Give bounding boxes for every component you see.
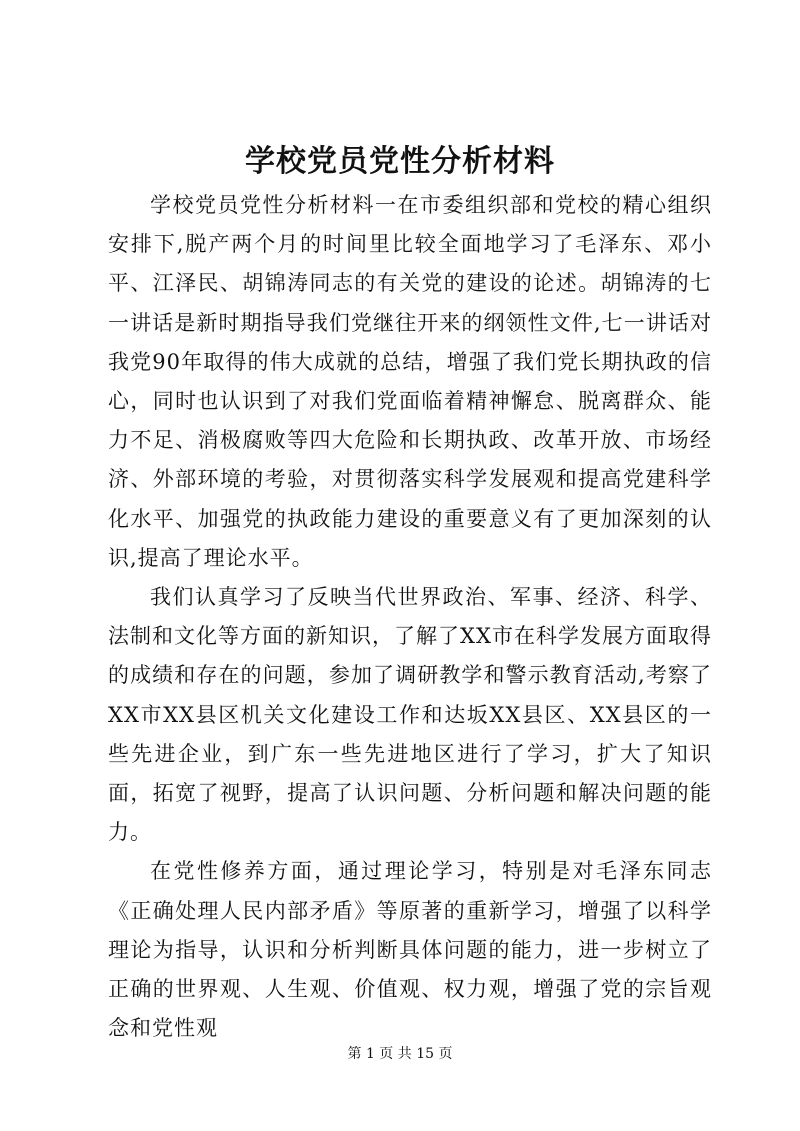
paragraph-1: 学校党员党性分析材料一在市委组织部和党校的精心组织安排下,脱产两个月的时间里比较全面地学习了毛泽东、邓小平、江泽民、胡锦涛同志的有关党的建设的论述。胡锦涛的七一讲话是新时期指导我们党继往开来的纲领性文件,七一讲话对我党90年取得的伟大成就的总结，增强了我们党长期执政的信心，同时也认识到了对我们党面临着精神懈怠、脱离群众、能力不足、消极腐败等四大危险和长期执政、改革开放、市场经济、外部环境的考验，对贯彻落实科学发展观和提高党建科学化水平、加强党的执政能力建设的重要意义有了更加深刻的认识,提高了理论水平。 xyxy=(108,193,712,570)
document-title: 学校党员党性分析材料 xyxy=(245,144,555,179)
page-number-footer: 第 1 页 共 15 页 xyxy=(347,1046,453,1062)
document-body xyxy=(108,186,712,1048)
paragraph-2: 我们认真学习了反映当代世界政治、军事、经济、科学、法制和文化等方面的新知识，了解了XX市在科学发展方面取得的成绩和存在的问题，参加了调研教学和警示教育活动,考察了XX市XX县区机关文化建设工作和达坂XX县区、XX县区的一些先进企业，到广东一些先进地区进行了学习，扩大了知识面，拓宽了视野，提高了认识问题、分析问题和解决问题的能力。 xyxy=(108,585,712,845)
paragraph-3: 在党性修养方面，通过理论学习，特别是对毛泽东同志《正确处理人民内部矛盾》等原著的重新学习，增强了以科学理论为指导，认识和分析判断具体问题的能力，进一步树立了正确的世界观、人生观、价值观、权力观，增强了党的宗旨观念和党性观 xyxy=(108,859,712,1041)
